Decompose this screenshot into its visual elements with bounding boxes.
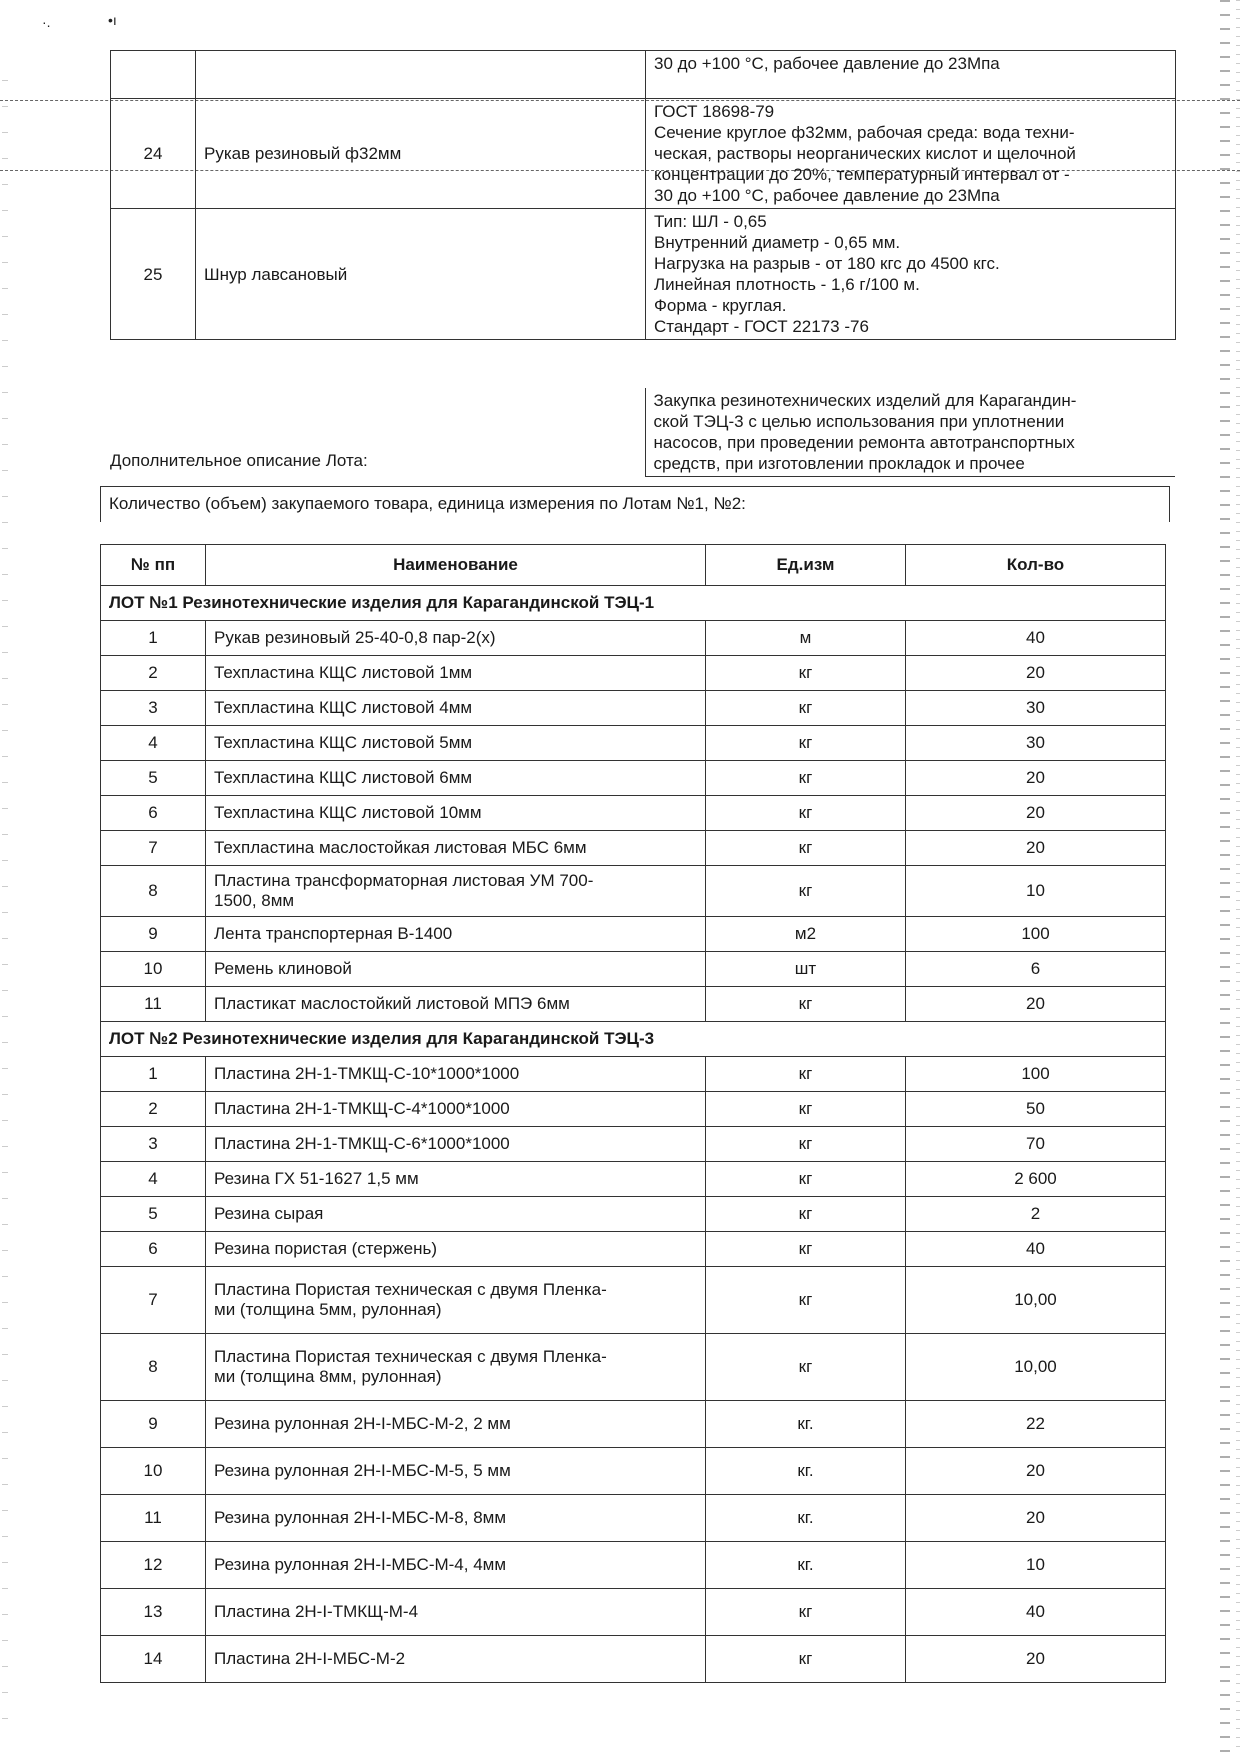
item-unit: кг: [706, 1057, 906, 1092]
item-number: 3: [101, 1127, 206, 1162]
item-name: [206, 656, 706, 691]
item-name-line: Пластина 2Н-I-МБС-М-2: [214, 1649, 406, 1668]
item-quantity: 10,00: [906, 1334, 1166, 1401]
item-unit: кг: [706, 1267, 906, 1334]
item-name-line: Резина рулонная 2Н-I-МБС-М-2, 2 мм: [214, 1414, 511, 1433]
item-name: [206, 831, 706, 866]
table-row: [101, 1232, 1166, 1267]
item-number: 2: [101, 656, 206, 691]
item-number: 4: [101, 726, 206, 761]
item-quantity: 100: [906, 917, 1166, 952]
table-row: [101, 866, 1166, 917]
table-row: [101, 1057, 1166, 1092]
item-quantity: 30: [906, 691, 1166, 726]
item-unit: кг.: [706, 1401, 906, 1448]
item-quantity: 22: [906, 1401, 1166, 1448]
table-row: [101, 1162, 1166, 1197]
item-unit: кг: [706, 1334, 906, 1401]
item-quantity: 30: [906, 726, 1166, 761]
item-number: 6: [101, 1232, 206, 1267]
item-quantity: 2: [906, 1197, 1166, 1232]
item-name: [206, 1589, 706, 1636]
item-unit: кг: [706, 1232, 906, 1267]
item-quantity: 50: [906, 1092, 1166, 1127]
table-row: [101, 1092, 1166, 1127]
item-number: 2: [101, 1092, 206, 1127]
item-name-line: 1500, 8мм: [214, 891, 295, 910]
spec-description-line: Линейная плотность - 1,6 г/100 м.: [654, 275, 920, 294]
item-quantity: 20: [906, 1636, 1166, 1683]
item-name: [206, 1636, 706, 1683]
table-row: [101, 1495, 1166, 1542]
header-num: № пп: [101, 545, 206, 586]
table-row: [101, 656, 1166, 691]
item-unit: кг: [706, 1589, 906, 1636]
item-quantity: 20: [906, 987, 1166, 1022]
spec-num: [111, 51, 196, 99]
item-number: 1: [101, 621, 206, 656]
lot-title-row: [101, 586, 1166, 621]
item-name: [206, 1495, 706, 1542]
spec-row: [111, 99, 1176, 209]
spec-description-line: 30 до +100 °С, рабочее давление до 23Мпа: [654, 186, 1000, 205]
item-name: [206, 691, 706, 726]
item-name: [206, 1127, 706, 1162]
scan-edge-artifact: [1220, 0, 1230, 1754]
spec-description-line: Нагрузка на разрыв - от 180 кгс до 4500 кгс.: [654, 254, 1000, 273]
item-number: 3: [101, 691, 206, 726]
item-unit: кг: [706, 831, 906, 866]
item-number: 7: [101, 1267, 206, 1334]
item-name-line: Техпластина КЩС листовой 4мм: [214, 698, 473, 717]
spec-description-line: 30 до +100 °С, рабочее давление до 23Мпа: [654, 54, 1000, 73]
item-number: 14: [101, 1636, 206, 1683]
item-name-line: Пластина 2Н-I-ТМКЩ-М-4: [214, 1602, 419, 1621]
item-name: [206, 1542, 706, 1589]
item-quantity: 40: [906, 1589, 1166, 1636]
item-name-line: Резина сырая: [214, 1204, 324, 1223]
table-row: [101, 1636, 1166, 1683]
item-name-line: Техпластина КЩС листовой 5мм: [214, 733, 473, 752]
item-quantity: 20: [906, 656, 1166, 691]
table-row: [101, 1127, 1166, 1162]
item-number: 8: [101, 866, 206, 917]
item-name: [206, 1092, 706, 1127]
item-unit: кг: [706, 726, 906, 761]
item-number: 9: [101, 917, 206, 952]
item-number: 4: [101, 1162, 206, 1197]
table-row: [101, 1401, 1166, 1448]
item-name-line: Резина рулонная 2Н-I-МБС-М-8, 8мм: [214, 1508, 507, 1527]
item-unit: кг: [706, 866, 906, 917]
item-name: [206, 1334, 706, 1401]
spec-description-line: ческая, растворы неорганических кислот и щелочной: [654, 144, 1076, 163]
item-name: [206, 796, 706, 831]
item-quantity: 100: [906, 1057, 1166, 1092]
spec-name: Шнур лавсановый: [196, 209, 646, 340]
item-number: 11: [101, 1495, 206, 1542]
spec-num: 25: [111, 209, 196, 340]
header-name: Наименование: [206, 545, 706, 586]
item-name-line: Техпластина маслостойкая листовая МБС 6мм: [214, 838, 587, 857]
item-unit: м2: [706, 917, 906, 952]
table-row: [101, 1448, 1166, 1495]
item-unit: шт: [706, 952, 906, 987]
table-row: [101, 1589, 1166, 1636]
item-quantity: 20: [906, 796, 1166, 831]
header-unit: Ед.изм: [706, 545, 906, 586]
table-row: [101, 621, 1166, 656]
item-number: 10: [101, 952, 206, 987]
table-row: [101, 987, 1166, 1022]
additional-description-label: Дополнительное описание Лота:: [110, 450, 368, 470]
spec-description: [646, 99, 1176, 209]
item-number: 8: [101, 1334, 206, 1401]
lot-title: ЛОТ №1 Резинотехнические изделия для Карагандинской ТЭЦ-1: [101, 586, 1166, 621]
spec-row: [111, 209, 1176, 340]
item-number: 7: [101, 831, 206, 866]
item-number: 5: [101, 1197, 206, 1232]
item-unit: кг: [706, 987, 906, 1022]
item-quantity: 20: [906, 831, 1166, 866]
item-name-line: Ремень клиновой: [214, 959, 352, 978]
item-unit: кг: [706, 1162, 906, 1197]
item-unit: кг: [706, 761, 906, 796]
item-name: [206, 1448, 706, 1495]
table-row: [101, 831, 1166, 866]
additional-description-block: [110, 388, 1175, 477]
spec-description-line: Форма - круглая.: [654, 296, 787, 315]
item-number: 13: [101, 1589, 206, 1636]
spec-description: [646, 209, 1176, 340]
item-quantity: 20: [906, 761, 1166, 796]
item-name: [206, 987, 706, 1022]
item-number: 11: [101, 987, 206, 1022]
lot-title-row: [101, 1022, 1166, 1057]
item-name-line: Техпластина КЩС листовой 10мм: [214, 803, 482, 822]
item-name: [206, 1401, 706, 1448]
item-name-line: Резина пористая (стержень): [214, 1239, 438, 1258]
spec-name: Рукав резиновый ф32мм: [196, 99, 646, 209]
item-name: [206, 761, 706, 796]
item-name-line: Рукав резиновый 25-40-0,8 пар-2(х): [214, 628, 496, 647]
item-unit: кг.: [706, 1495, 906, 1542]
item-name: [206, 917, 706, 952]
table-row: [101, 952, 1166, 987]
item-number: 9: [101, 1401, 206, 1448]
item-number: 5: [101, 761, 206, 796]
item-name-line: Пластина 2Н-1-ТМКЩ-С-4*1000*1000: [214, 1099, 510, 1118]
spec-name: [196, 51, 646, 99]
spec-description-line: Внутренний диаметр - 0,65 мм.: [654, 233, 901, 252]
item-name-line: Пластина Пористая техническая с двумя Пленка-: [214, 1280, 607, 1299]
table-row: [101, 726, 1166, 761]
item-name-line: Резина ГХ 51-1627 1,5 мм: [214, 1169, 419, 1188]
item-number: 10: [101, 1448, 206, 1495]
item-number: 1: [101, 1057, 206, 1092]
header-qty: Кол-во: [906, 545, 1166, 586]
table-row: [101, 691, 1166, 726]
spec-description-line: ГОСТ 18698-79: [654, 102, 775, 121]
spec-row: [111, 51, 1176, 99]
item-name: [206, 1162, 706, 1197]
scan-mark: ·.: [42, 14, 51, 30]
item-unit: кг.: [706, 1542, 906, 1589]
item-name: [206, 621, 706, 656]
item-name-line: Пластикат маслостойкий листовой МПЭ 6мм: [214, 994, 570, 1013]
additional-description-text: [645, 388, 1175, 477]
additional-description-line: ской ТЭЦ-3 с целью использования при уплотнении: [653, 412, 1065, 431]
spec-description-line: Сечение круглое ф32мм, рабочая среда: вода техни-: [654, 123, 1075, 142]
item-quantity: 40: [906, 621, 1166, 656]
item-unit: кг.: [706, 1448, 906, 1495]
item-name: [206, 1267, 706, 1334]
item-name-line: Пластина 2Н-1-ТМКЩ-С-6*1000*1000: [214, 1134, 510, 1153]
table-row: [101, 761, 1166, 796]
spec-description-line: Тип: ШЛ - 0,65: [654, 212, 767, 231]
additional-description-line: насосов, при проведении ремонта автотранспортных: [653, 433, 1075, 452]
scan-edge-artifact: [1236, 0, 1240, 1754]
table-row: [101, 1542, 1166, 1589]
item-name-line: Резина рулонная 2Н-I-МБС-М-4, 4мм: [214, 1555, 507, 1574]
spec-description-line: концентрации до 20%, температурный интервал от -: [654, 165, 1070, 184]
item-number: 6: [101, 796, 206, 831]
item-name: [206, 1232, 706, 1267]
table-row: [101, 917, 1166, 952]
item-name-line: Пластина 2Н-1-ТМКЩ-С-10*1000*1000: [214, 1064, 520, 1083]
table-row: [101, 1197, 1166, 1232]
item-name: [206, 726, 706, 761]
quantity-section-title: Количество (объем) закупаемого товара, единица измерения по Лотам №1, №2:: [100, 486, 1170, 522]
item-quantity: 70: [906, 1127, 1166, 1162]
item-unit: кг: [706, 796, 906, 831]
item-quantity: 10: [906, 1542, 1166, 1589]
item-unit: кг: [706, 691, 906, 726]
item-name: [206, 952, 706, 987]
table-row: [101, 796, 1166, 831]
spec-num: 24: [111, 99, 196, 209]
specification-table: [110, 50, 1176, 340]
item-name-line: Техпластина КЩС листовой 1мм: [214, 663, 473, 682]
item-unit: кг: [706, 1636, 906, 1683]
item-name: [206, 1197, 706, 1232]
table-row: [101, 1334, 1166, 1401]
item-quantity: 20: [906, 1495, 1166, 1542]
item-name: [206, 866, 706, 917]
additional-description-line: средств, при изготовлении прокладок и прочее: [653, 454, 1025, 473]
item-name-line: ми (толщина 5мм, рулонная): [214, 1300, 442, 1319]
item-name-line: ми (толщина 8мм, рулонная): [214, 1367, 442, 1386]
spec-description: [646, 51, 1176, 99]
scan-mark: •ı: [108, 12, 117, 28]
table-row: [101, 1267, 1166, 1334]
spec-description-line: Стандарт - ГОСТ 22173 -76: [654, 317, 869, 336]
item-unit: кг: [706, 1092, 906, 1127]
scan-edge-artifact: [2, 80, 8, 1740]
item-quantity: 2 600: [906, 1162, 1166, 1197]
item-number: 12: [101, 1542, 206, 1589]
item-name-line: Пластина Пористая техническая с двумя Пленка-: [214, 1347, 607, 1366]
item-name-line: Техпластина КЩС листовой 6мм: [214, 768, 473, 787]
lot-title: ЛОТ №2 Резинотехнические изделия для Карагандинской ТЭЦ-3: [101, 1022, 1166, 1057]
item-unit: кг: [706, 656, 906, 691]
item-quantity: 10: [906, 866, 1166, 917]
item-quantity: 40: [906, 1232, 1166, 1267]
item-unit: м: [706, 621, 906, 656]
item-unit: кг: [706, 1197, 906, 1232]
item-quantity: 6: [906, 952, 1166, 987]
item-name-line: Пластина трансформаторная листовая УМ 700-: [214, 871, 594, 890]
items-table-header: [101, 545, 1166, 586]
item-name-line: Лента транспортерная В-1400: [214, 924, 453, 943]
item-quantity: 20: [906, 1448, 1166, 1495]
additional-description-line: Закупка резинотехнических изделий для Карагандин-: [653, 391, 1077, 410]
items-table: [100, 544, 1166, 1683]
item-name-line: Резина рулонная 2Н-I-МБС-М-5, 5 мм: [214, 1461, 511, 1480]
item-unit: кг: [706, 1127, 906, 1162]
item-name: [206, 1057, 706, 1092]
item-quantity: 10,00: [906, 1267, 1166, 1334]
